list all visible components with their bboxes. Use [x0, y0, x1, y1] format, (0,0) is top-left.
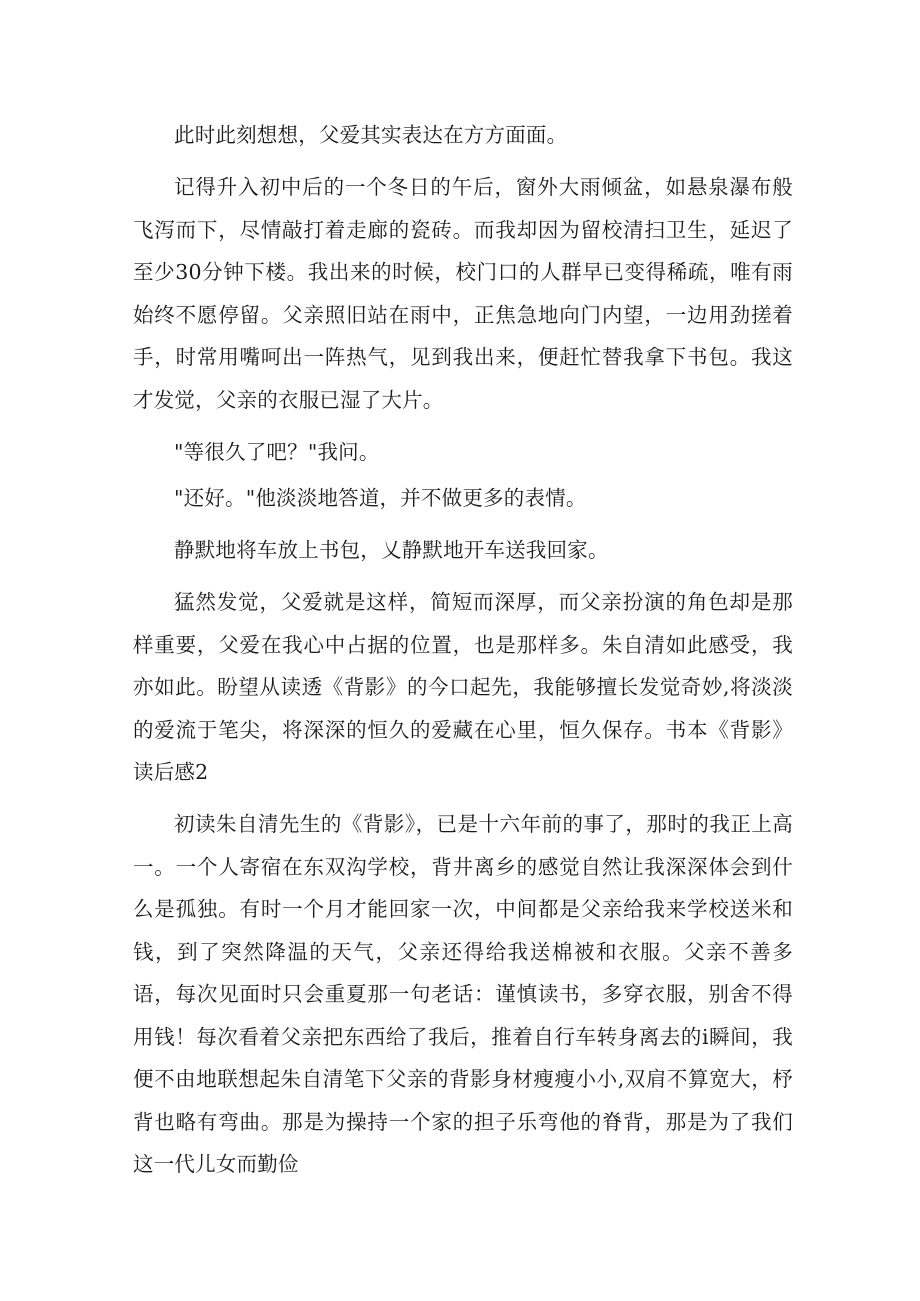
- paragraph-3: "等很久了吧？"我问。: [174, 439, 380, 464]
- paragraph-5: 静默地将车放上书包，乂静默地开车送我回家。: [174, 538, 609, 562]
- paragraph-7: 初读朱自清先生的《背影》，已是十六年前的事了，那时的我正上高一。一个人寄宿在东双沟学校，背井离乡的感觉自然让我深深体会到什么是孤独。有时一个月才能回家一次，中间都是父亲给我来学校送米和钱，到了突然降温的天气，父亲还得给我送棉被和衣服。父亲不善多语，每次见面时只会重夏那一句老话：谨慎读书，多穿衣服，别舍不得用钱！每次看着父亲把东西给了我后，推着自行车转身离去的i瞬间，我便不由地联想起朱自清笔下父亲的背影身材瘦瘦小小,双肩不算宽大，杼背也略有弯曲。那是为操持一个家的担子乐弯他的脊背，那是为了我们这一代儿女而勤俭: [133, 812, 793, 1176]
- paragraph-2: 记得升入初中后的一个冬日的午后，窗外大雨倾盆，如悬泉瀑布般飞泻而下，尽情敲打着走廊的瓷砖。而我却因为留校清扫卫生，延迟了至少30分钟下楼。我出来的时候，校门口的人群早已变得稀疏，唯有雨始终不愿停留。父亲照旧站在雨中，正焦急地向门内望，一边用劲搓着手，时常用嘴呵出一阵热气，见到我出来，便赶忙替我拿下书包。我这才发觉，父亲的衣服已湿了大片。: [133, 175, 793, 412]
- paragraph-4: "还好。"他淡淡地答道，并不做更多的表情。: [174, 486, 587, 510]
- paragraph-6: 猛然发觉，父爱就是这样，简短而深厚，而父亲扮演的角色却是那样重要，父爱在我心中占据的位置，也是那样多。朱自清如此感受，我亦如此。盼望从读透《背影》的今口起先，我能够擅长发觉奇妙,将淡淡的爱流于笔尖，将深深的恒久的爱藏在心里，恒久保存。书本《背影》读后感2: [133, 590, 793, 784]
- paragraph-1: 此时此刻想想，父爱其实表达在方方面面。: [174, 123, 568, 147]
- document-body: [133, 114, 793, 1195]
